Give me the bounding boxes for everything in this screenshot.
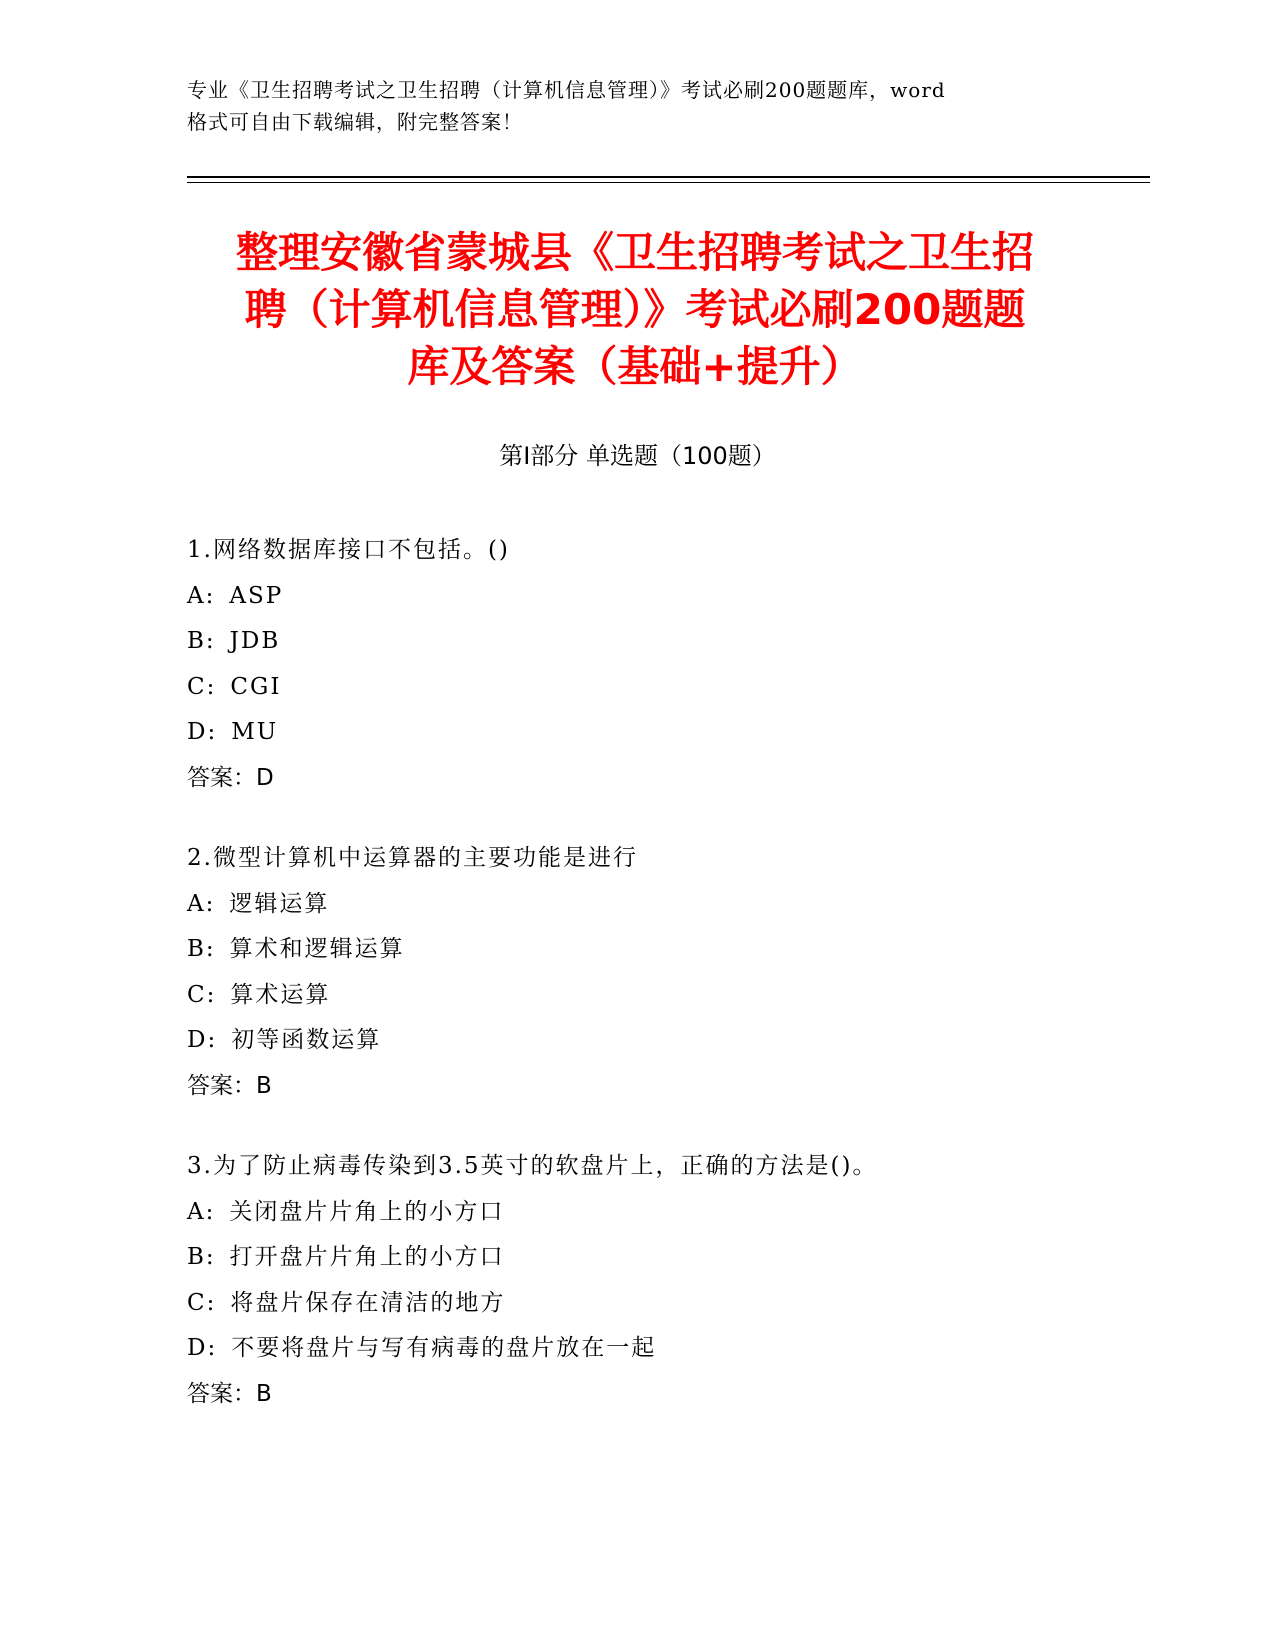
answer: 答案：B — [187, 1380, 272, 1407]
title-line-1: 整理安徽省蒙城县《卫生招聘考试之卫生招 — [235, 228, 1034, 277]
question-2 — [187, 836, 1147, 1109]
option-b — [187, 1235, 1147, 1281]
option-d — [187, 1326, 1147, 1372]
answer: 答案：D — [187, 764, 274, 791]
header-note — [187, 74, 1087, 138]
question-stem: 2.微型计算机中运算器的主要功能是进行 — [187, 845, 638, 871]
option-c — [187, 665, 1147, 711]
option-text: JDB — [229, 628, 281, 654]
option-text: 不要将盘片与写有病毒的盘片放在一起 — [231, 1335, 657, 1361]
option-text: 打开盘片片角上的小方口 — [229, 1244, 505, 1270]
question-list — [187, 528, 1147, 1452]
option-letter: B: — [187, 628, 216, 654]
option-b — [187, 927, 1147, 973]
option-c — [187, 973, 1147, 1019]
option-text: ASP — [229, 582, 284, 609]
option-letter: A: — [187, 1198, 216, 1225]
title-line-2: 聘（计算机信息管理）》考试必刷200题题 — [244, 285, 1026, 334]
option-a — [187, 1190, 1147, 1236]
question-3 — [187, 1144, 1147, 1417]
question-1 — [187, 528, 1147, 801]
option-text: 关闭盘片片角上的小方口 — [229, 1198, 505, 1225]
option-a — [187, 574, 1147, 620]
answer: 答案：B — [187, 1072, 272, 1099]
document-title — [190, 224, 1080, 395]
option-letter: D: — [187, 1027, 218, 1053]
option-letter: A: — [187, 582, 216, 609]
header-divider-thick — [187, 176, 1150, 178]
header-note-line-1: 专业《卫生招聘考试之卫生招聘（计算机信息管理）》考试必刷200题题库，word — [187, 78, 946, 102]
option-text: 算术运算 — [230, 981, 331, 1008]
header-note-line-2: 格式可自由下载编辑，附完整答案！ — [187, 110, 523, 134]
option-b — [187, 619, 1147, 665]
option-text: MU — [231, 719, 279, 745]
option-letter: D: — [187, 719, 218, 745]
option-d — [187, 1018, 1147, 1064]
section-heading: 第Ⅰ部分 单选题（100题） — [499, 442, 776, 470]
option-a — [187, 882, 1147, 928]
option-d — [187, 710, 1147, 756]
option-letter: B: — [187, 1244, 216, 1270]
option-letter: D: — [187, 1335, 218, 1361]
question-stem: 1.网络数据库接口不包括。() — [187, 537, 510, 563]
question-stem: 3.为了防止病毒传染到3.5英寸的软盘片上，正确的方法是()。 — [187, 1153, 878, 1179]
option-text: 逻辑运算 — [229, 890, 330, 917]
option-text: 初等函数运算 — [231, 1027, 382, 1053]
option-c — [187, 1281, 1147, 1327]
option-letter: C: — [187, 981, 217, 1008]
option-letter: B: — [187, 936, 216, 962]
header-divider-thin — [187, 182, 1150, 183]
option-text: CGI — [230, 673, 282, 700]
option-letter: A: — [187, 890, 216, 917]
title-line-3: 库及答案（基础+提升） — [407, 342, 863, 391]
option-text: 算术和逻辑运算 — [229, 936, 405, 962]
option-letter: C: — [187, 1289, 217, 1316]
option-letter: C: — [187, 673, 217, 700]
option-text: 将盘片保存在清洁的地方 — [230, 1289, 506, 1316]
